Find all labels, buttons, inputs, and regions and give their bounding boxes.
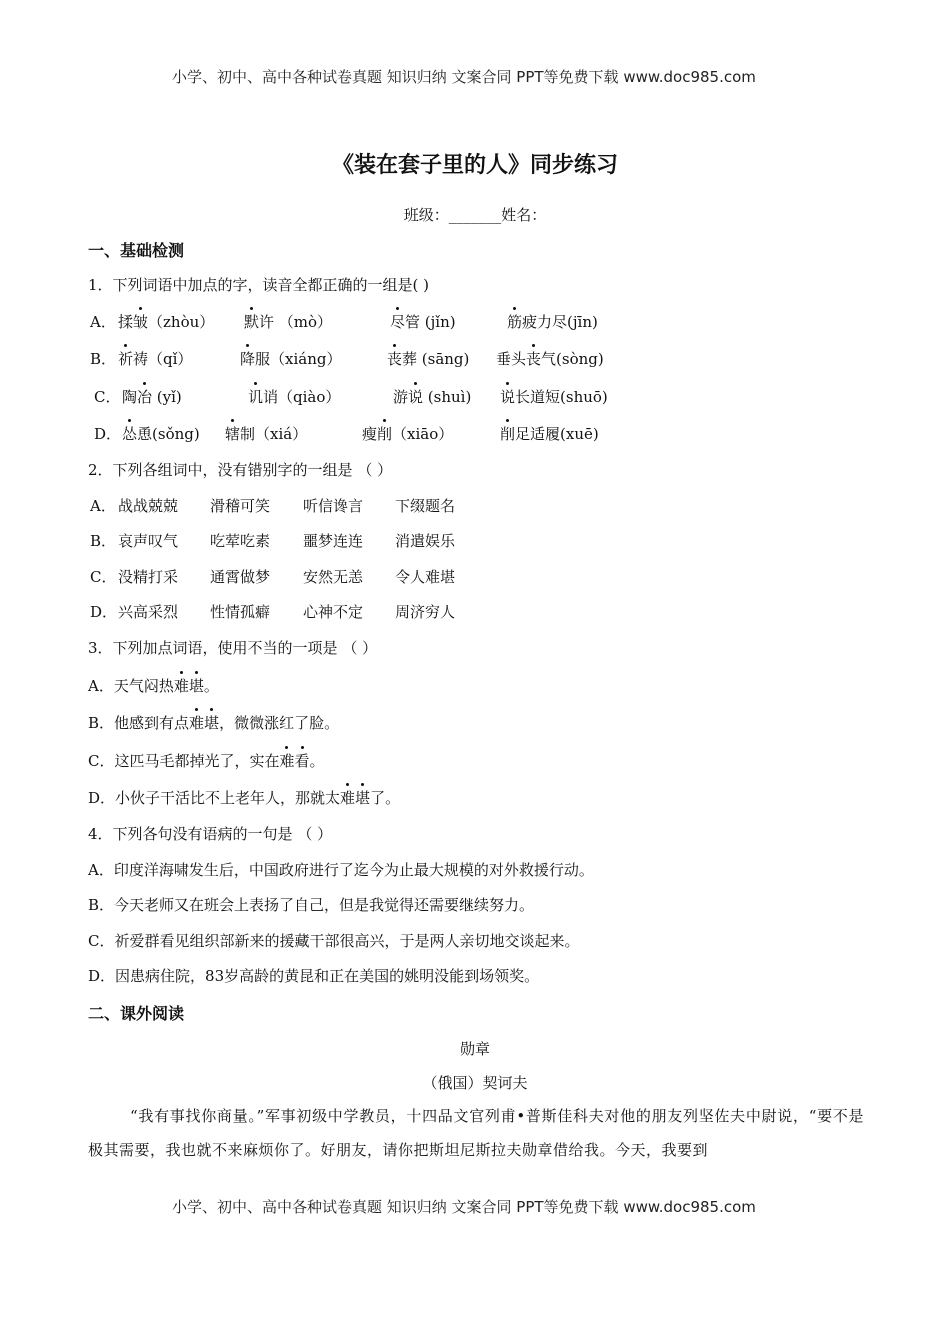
- q1-b-cell-3: 丧葬 (sāng): [387, 350, 470, 368]
- q2-c-word-3: 安然无恙: [303, 568, 364, 586]
- reading-paragraph: “我有事找你商量。”军事初级中学教员，十四品文官列甫•普斯佳科夫对他的朋友列坚佐夫中尉说，“要不是极其需要，我也就不来麻烦你了。好朋友，请你把斯坦尼斯拉夫勋章借给我。今天，我要到: [88, 1107, 864, 1159]
- q1-a-cell-1: 揉皱（zhòu）: [118, 313, 215, 331]
- q2-a-word-3: 听信谗言: [303, 497, 364, 515]
- q1-b-cell-1: 祈祷（qǐ）: [118, 350, 193, 368]
- q4-option-b: B．今天老师又在班会上表扬了自己，但是我觉得还需要继续努力。: [88, 896, 535, 914]
- q3-stem: 3．下列加点词语，使用不当的一项是 （ ）: [88, 639, 378, 657]
- q1-c-label: C．: [94, 388, 121, 406]
- q2-stem: 2．下列各组词中，没有错别字的一组是 （ ）: [88, 461, 393, 479]
- q4-stem: 4．下列各句没有语病的一句是 （ ）: [88, 825, 333, 843]
- q2-d-label: D．: [90, 603, 118, 621]
- q2-c-word-1: 没精打采: [118, 568, 179, 586]
- q2-d-word-1: 兴高采烈: [118, 603, 179, 621]
- q4-option-c: C．祈爱群看见组织部新来的援藏干部很高兴，于是两人亲切地交谈起来。: [88, 932, 580, 950]
- q2-b-word-3: 噩梦连连: [303, 532, 364, 550]
- q1-b-cell-2: 降服（xiáng）: [240, 350, 342, 368]
- q1-a-cell-4: 筋疲力尽(jīn): [507, 313, 598, 331]
- q1-d-cell-4: 削足适履(xuē): [500, 425, 599, 443]
- q1-a-label: A．: [90, 313, 116, 331]
- q2-c-word-2: 通霄做梦: [210, 568, 271, 586]
- section-reading-heading: 二、课外阅读: [88, 1004, 185, 1023]
- q2-d-word-4: 周济穷人: [395, 603, 456, 621]
- q2-d-word-3: 心神不定: [303, 603, 364, 621]
- q1-b-label: B．: [90, 350, 117, 368]
- q1-b-cell-4: 垂头丧气(sòng): [496, 350, 604, 368]
- page-footer: 小学、初中、高中各种试卷真题 知识归纳 文案合同 PPT等免费下载 www.doc985.com: [172, 1198, 756, 1216]
- q1-d-cell-2: 辖制（xiá）: [225, 425, 308, 443]
- q1-c-cell-2: 讥诮（qiào）: [248, 388, 341, 406]
- q2-c-word-4: 令人难堪: [395, 568, 456, 586]
- q1-c-cell-3: 游说 (shuì): [393, 388, 472, 406]
- q2-a-word-4: 下缀题名: [395, 497, 456, 515]
- q2-c-label: C．: [90, 568, 117, 586]
- q2-b-word-2: 吃荤吃素: [210, 532, 271, 550]
- q2-a-word-1: 战战兢兢: [118, 497, 179, 515]
- q1-d-cell-1: 怂恿(sǒng): [122, 425, 200, 443]
- q4-option-a: A．印度洋海啸发生后，中国政府进行了迄今为止最大规模的对外救援行动。: [88, 861, 594, 879]
- q3-option-d: D．小伙子干活比不上老年人，那就太难堪了。: [88, 789, 401, 807]
- q2-a-word-2: 滑稽可笑: [210, 497, 271, 515]
- q1-c-cell-4: 说长道短(shuō): [500, 388, 608, 406]
- class-name-line: 班级：_______姓名：: [403, 206, 547, 224]
- q2-b-label: B．: [90, 532, 117, 550]
- page-header: 小学、初中、高中各种试卷真题 知识归纳 文案合同 PPT等免费下载 www.doc985.com: [172, 68, 756, 86]
- q1-d-cell-3: 瘦削（xiāo）: [362, 425, 454, 443]
- q1-stem: 1．下列词语中加点的字，读音全都正确的一组是( ): [88, 276, 430, 294]
- reading-title: 勋章: [459, 1040, 490, 1058]
- q2-a-label: A．: [90, 497, 116, 515]
- q3-option-a: A．天气闷热难堪。: [88, 677, 219, 695]
- q1-a-cell-3: 尽管 (jǐn): [390, 313, 456, 331]
- q2-b-word-4: 消遣娱乐: [395, 532, 456, 550]
- section-basic-heading: 一、基础检测: [88, 241, 185, 260]
- page-title: 《装在套子里的人》同步练习: [331, 152, 618, 178]
- q1-a-cell-2: 默许 （mò）: [244, 313, 333, 331]
- q3-option-c: C．这匹马毛都掉光了，实在难看。: [88, 752, 325, 770]
- q3-option-b: B．他感到有点难堪，微微涨红了脸。: [88, 714, 340, 732]
- reading-author: （俄国）契诃夫: [422, 1074, 528, 1092]
- q2-d-word-2: 性情孤癖: [210, 603, 271, 621]
- q2-b-word-1: 哀声叹气: [118, 532, 179, 550]
- q1-c-cell-1: 陶冶 (yǐ): [122, 388, 182, 406]
- q1-d-label: D．: [94, 425, 122, 443]
- q4-option-d: D．因患病住院，83岁高龄的黄昆和正在美国的姚明没能到场领奖。: [88, 967, 540, 985]
